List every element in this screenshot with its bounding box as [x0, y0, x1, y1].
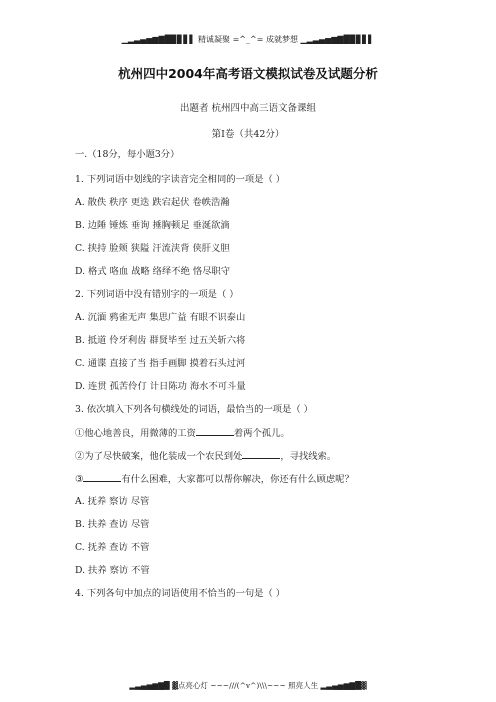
sentence-3-before: ③: [75, 474, 84, 485]
fill-blank: [242, 449, 280, 459]
question-4-stem: 4. 下列各句中加点的词语使用不恰当的一句是（ ）: [75, 588, 286, 599]
fill-blank: [196, 426, 234, 436]
question-2-option-c: C. 通谍 直接了当 指手画脚 摸着石头过河: [75, 358, 246, 369]
fill-blank: [83, 472, 121, 482]
question-3-option-c: C. 抚养 查访 不管: [75, 542, 150, 553]
question-3-sentence-3: [75, 472, 354, 486]
page-footer-banner: [0, 680, 496, 692]
footer-right-blocks: ▂▃▄▅▆▇█▓: [320, 681, 367, 690]
document-title: 杭州四中2004年高考语文模拟试卷及试题分析: [118, 66, 378, 81]
footer-left-blocks: ▂▃▄▅▆▇█: [129, 681, 170, 690]
question-1-option-d: D. 格式 咯血 战略 络绎不绝 恪尽职守: [75, 266, 231, 277]
footer-motto: ▓点亮心灯 ~~~///(^v^)\\\~~~ 照亮人生: [172, 681, 319, 690]
question-3-stem: 3. 依次填入下列各句横线处的词语，最恰当的一项是（ ）: [75, 404, 313, 415]
header-left-blocks: ▁▂▃▄▅▆▇█▉▊▋▌: [121, 35, 196, 44]
header-right-blocks: ▁▂▃▄▅▆▇█▉▊▋▌: [300, 35, 375, 44]
question-1-option-b: B. 边陲 锤炼 垂询 捶胸顿足 垂涎欲滴: [75, 220, 230, 231]
sentence-2-after: ，寻找线索。: [280, 451, 337, 462]
question-1-option-a: A. 散佚 秩序 更迭 跌宕起伏 卷帙浩瀚: [75, 197, 230, 208]
sentence-1-after: 着两个孤儿。: [233, 428, 290, 439]
page-header-banner: [0, 34, 496, 46]
question-3-option-b: B. 扶养 查访 尽管: [75, 519, 150, 530]
question-1-option-c: C. 挟持 脸颊 狭隘 汗流浃背 侠肝义胆: [75, 243, 230, 254]
document-author: 出题者 杭州四中高三语文备课组: [179, 103, 317, 114]
question-3-sentence-1: [75, 426, 290, 440]
volume-heading: 第Ⅰ卷（共42分）: [211, 129, 285, 140]
question-3-option-a: A. 抚养 察访 尽管: [75, 496, 150, 507]
question-3-option-d: D. 扶养 察访 不管: [75, 565, 150, 576]
question-1-stem: 1. 下列词语中划线的字读音完全相同的一项是（ ）: [75, 174, 286, 185]
sentence-2-before: ②为了尽快破案，他化装成一个农民到处: [75, 451, 243, 462]
header-motto: 精诚凝聚 =^_^= 成就梦想: [198, 35, 298, 44]
question-3-sentence-2: [75, 449, 336, 463]
question-2-option-b: B. 抵道 伶牙利齿 群贤毕至 过五关斩六将: [75, 335, 246, 346]
question-2-stem: 2. 下列词语中没有错别字的一项是（ ）: [75, 289, 239, 300]
sentence-3-after: 有什么困难，大家都可以帮你解决，你还有什么顾虑呢？: [121, 474, 354, 485]
question-2-option-a: A. 沉湎 鸦雀无声 集思广益 有眼不识泰山: [75, 312, 246, 323]
question-2-option-d: D. 连贯 孤苦伶仃 计日陈功 海水不可斗量: [75, 381, 246, 392]
section-heading: 一.（18分，每小题3分）: [75, 149, 180, 160]
sentence-1-before: ①他心地善良，用微薄的工资: [75, 428, 196, 439]
